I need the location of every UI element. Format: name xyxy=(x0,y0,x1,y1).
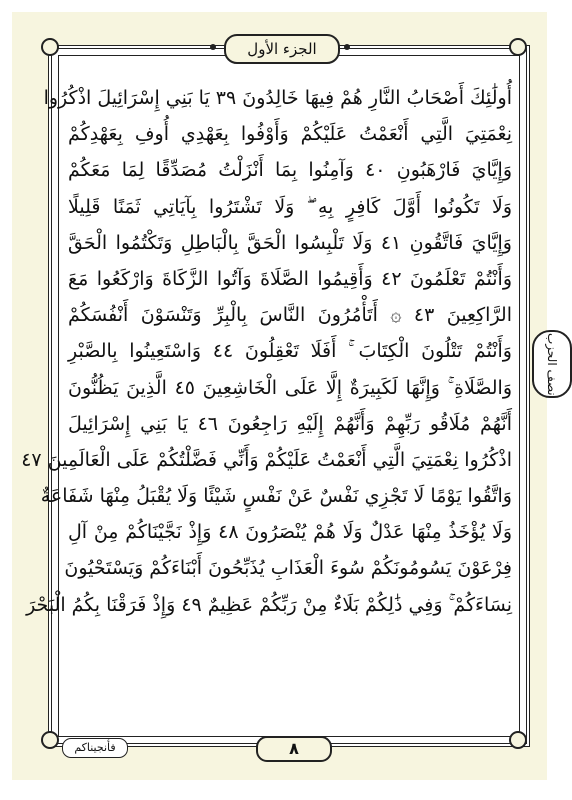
text-line: وَالصَّلَاةِ ۚ وَإِنَّهَا لَكَبِيرَةٌ إِلَّا عَلَى الْخَاشِعِينَ ٤٥ الَّذِينَ يَظُنُّونَ xyxy=(68,376,512,399)
corner-ornament-bottom-right xyxy=(41,731,59,749)
corner-ornament-top-right xyxy=(41,38,59,56)
corner-ornament-top-left xyxy=(509,38,527,56)
corner-ornament-bottom-left xyxy=(509,731,527,749)
text-line: وَأَنْتُمْ تَتْلُونَ الْكِتَابَ ۚ أَفَلَا تَعْقِلُونَ ٤٤ وَاسْتَعِينُوا بِالصَّبْرِ xyxy=(68,340,512,363)
text-line: وَاتَّقُوا يَوْمًا لَا تَجْزِي نَفْسٌ عَنْ نَفْسٍ شَيْئًا وَلَا يُقْبَلُ مِنْهَا شَفَاعَةٌ xyxy=(40,485,512,508)
text-line: وَإِيَّايَ فَاتَّقُونِ ٤١ وَلَا تَلْبِسُوا الْحَقَّ بِالْبَاطِلِ وَتَكْتُمُوا الْحَقَّ xyxy=(68,231,512,254)
text-line: وَلَا يُؤْخَذُ مِنْهَا عَدْلٌ وَلَا هُمْ يُنْصَرُونَ ٤٨ وَإِذْ نَجَّيْنَاكُمْ مِنْ آلِ xyxy=(68,521,513,544)
mushaf-page xyxy=(12,12,559,780)
page-number: ٨ xyxy=(256,736,332,762)
catchword: فأنجيناكم xyxy=(62,738,128,758)
text-line: الرَّاكِعِينَ ٤٣ ۞ أَتَأْمُرُونَ النَّاسَ بِالْبِرِّ وَتَنْسَوْنَ أَنْفُسَكُمْ xyxy=(68,304,512,327)
text-line: وَأَنْتُمْ تَعْلَمُونَ ٤٢ وَأَقِيمُوا الصَّلَاةَ وَآتُوا الزَّكَاةَ وَارْكَعُوا مَعَ xyxy=(68,267,512,290)
ornament-dot xyxy=(210,44,216,50)
quran-text-block xyxy=(21,80,513,732)
juz-title: الجزء الأول xyxy=(224,34,340,64)
text-line: وَإِيَّايَ فَارْهَبُونِ ٤٠ وَآمِنُوا بِمَا أَنْزَلْتُ مُصَدِّقًا لِمَا مَعَكُمْ xyxy=(68,159,512,182)
text-line: اذْكُرُوا نِعْمَتِيَ الَّتِي أَنْعَمْتُ عَلَيْكُمْ وَأَنِّي فَضَّلْتُكُمْ عَلَى الْعَالَمِينَ ٤٧ xyxy=(21,448,512,471)
text-line: نِعْمَتِيَ الَّتِي أَنْعَمْتُ عَلَيْكُمْ وَأَوْفُوا بِعَهْدِي أُوفِ بِعَهْدِكُمْ xyxy=(68,123,512,146)
text-line: أُولَٰئِكَ أَصْحَابُ النَّارِ هُمْ فِيهَا خَالِدُونَ ٣٩ يَا بَنِي إِسْرَائِيلَ اذْكُرُوا xyxy=(43,87,512,109)
text-line: وَلَا تَكُونُوا أَوَّلَ كَافِرٍ بِهِ ۖ وَلَا تَشْتَرُوا بِآيَاتِي ثَمَنًا قَلِيلًا xyxy=(68,195,512,218)
text-line: فِرْعَوْنَ يَسُومُونَكُمْ سُوءَ الْعَذَابِ يُذَبِّحُونَ أَبْنَاءَكُمْ وَيَسْتَحْيُونَ xyxy=(64,557,512,580)
ornament-dot xyxy=(344,44,350,50)
hizb-marker: نصف الحزب xyxy=(532,330,572,398)
text-line: أَنَّهُمْ مُلَاقُو رَبِّهِمْ وَأَنَّهُمْ إِلَيْهِ رَاجِعُونَ ٤٦ يَا بَنِي إِسْرَائِيلَ xyxy=(68,412,512,435)
text-line: نِسَاءَكُمْ ۚ وَفِي ذَٰلِكُمْ بَلَاءٌ مِنْ رَبِّكُمْ عَظِيمٌ ٤٩ وَإِذْ فَرَقْنَا بِكُمُ الْبَحْرَ xyxy=(26,593,512,616)
